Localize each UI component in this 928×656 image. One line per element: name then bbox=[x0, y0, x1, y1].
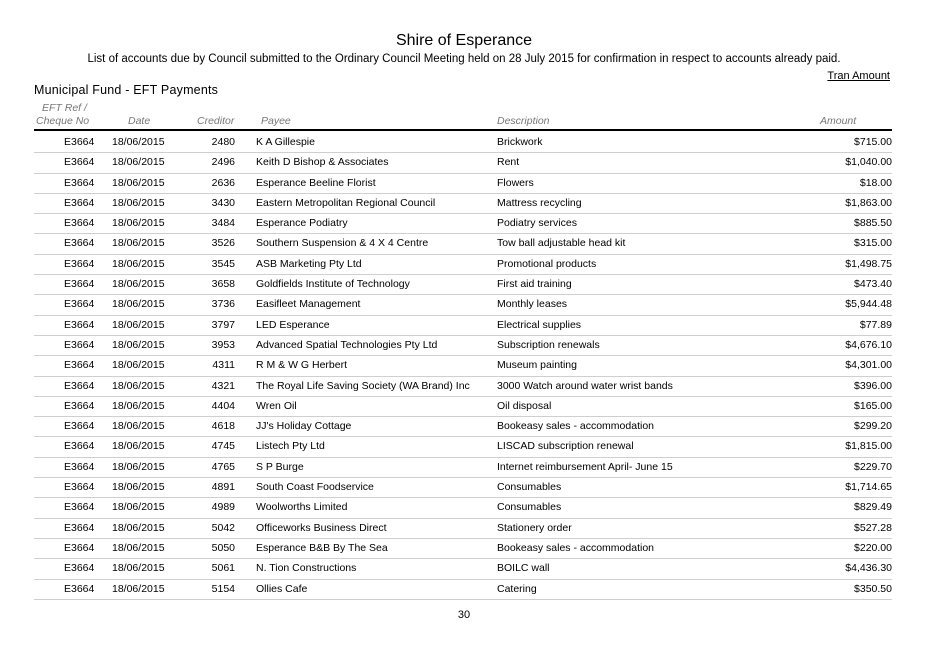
cell-ref: E3664 bbox=[64, 562, 95, 575]
cell-date: 18/06/2015 bbox=[112, 237, 165, 250]
cell-ref: E3664 bbox=[64, 196, 95, 209]
cell-ref: E3664 bbox=[64, 359, 95, 372]
cell-payee: The Royal Life Saving Society (WA Brand) Inc bbox=[256, 379, 470, 392]
cell-ref: E3664 bbox=[64, 217, 95, 230]
cell-ref: E3664 bbox=[64, 278, 95, 291]
cell-payee: K A Gillespie bbox=[256, 136, 315, 148]
cell-amount: $396.00 bbox=[854, 379, 892, 392]
cell-amount: $77.89 bbox=[859, 318, 892, 331]
cell-ref: E3664 bbox=[64, 379, 95, 392]
table-row bbox=[34, 437, 892, 457]
cell-description: Flowers bbox=[497, 176, 534, 189]
cell-creditor: 2636 bbox=[211, 176, 235, 189]
cell-amount: $715.00 bbox=[854, 136, 892, 148]
cell-creditor: 5154 bbox=[211, 582, 235, 595]
table-row bbox=[34, 336, 892, 356]
cell-ref: E3664 bbox=[64, 460, 95, 473]
cell-creditor: 3484 bbox=[211, 217, 235, 230]
cell-date: 18/06/2015 bbox=[112, 501, 165, 514]
column-header-date: Date bbox=[128, 115, 151, 127]
cell-description: Museum painting bbox=[497, 359, 577, 372]
cell-creditor: 4891 bbox=[211, 481, 235, 494]
cell-description: Catering bbox=[497, 582, 537, 595]
cell-creditor: 4311 bbox=[212, 359, 235, 372]
cell-description: Stationery order bbox=[497, 521, 572, 534]
cell-date: 18/06/2015 bbox=[112, 399, 165, 412]
cell-description: Bookeasy sales - accommodation bbox=[497, 420, 654, 433]
cell-date: 18/06/2015 bbox=[112, 318, 165, 331]
cell-payee: Ollies Cafe bbox=[256, 582, 308, 595]
cell-creditor: 2480 bbox=[211, 136, 235, 148]
cell-payee: Advanced Spatial Technologies Pty Ltd bbox=[256, 338, 438, 351]
table-row bbox=[34, 458, 892, 478]
cell-description: Promotional products bbox=[497, 257, 597, 270]
cell-date: 18/06/2015 bbox=[112, 136, 165, 148]
cell-payee: Keith D Bishop & Associates bbox=[256, 156, 389, 169]
cell-payee: Esperance B&B By The Sea bbox=[256, 541, 388, 554]
cell-creditor: 3430 bbox=[211, 196, 235, 209]
cell-description: Mattress recycling bbox=[497, 196, 582, 209]
cell-date: 18/06/2015 bbox=[112, 298, 165, 311]
table-row bbox=[34, 316, 892, 336]
cell-payee: Officeworks Business Direct bbox=[256, 521, 387, 534]
cell-creditor: 5050 bbox=[211, 541, 235, 554]
cell-date: 18/06/2015 bbox=[112, 176, 165, 189]
cell-amount: $1,863.00 bbox=[845, 196, 892, 209]
cell-payee: South Coast Foodservice bbox=[256, 481, 374, 494]
cell-creditor: 4745 bbox=[211, 440, 235, 453]
cell-amount: $18.00 bbox=[859, 176, 892, 189]
cell-ref: E3664 bbox=[64, 501, 95, 514]
cell-description: Electrical supplies bbox=[497, 318, 582, 331]
cell-date: 18/06/2015 bbox=[112, 196, 165, 209]
cell-description: Bookeasy sales - accommodation bbox=[497, 541, 654, 554]
cell-amount: $165.00 bbox=[854, 399, 892, 412]
cell-date: 18/06/2015 bbox=[112, 257, 165, 270]
cell-creditor: 3526 bbox=[211, 237, 235, 250]
cell-date: 18/06/2015 bbox=[112, 338, 165, 351]
cell-description: Oil disposal bbox=[497, 399, 552, 412]
cell-ref: E3664 bbox=[64, 399, 95, 412]
cell-description: Internet reimbursement April- June 15 bbox=[497, 460, 673, 473]
cell-date: 18/06/2015 bbox=[112, 562, 165, 575]
column-header-amount: Amount bbox=[820, 115, 857, 127]
cell-payee: Listech Pty Ltd bbox=[256, 440, 325, 453]
cell-amount: $829.49 bbox=[854, 501, 892, 514]
cell-date: 18/06/2015 bbox=[112, 217, 165, 230]
cell-date: 18/06/2015 bbox=[112, 440, 165, 453]
cell-ref: E3664 bbox=[64, 582, 95, 595]
table-row bbox=[34, 255, 892, 275]
fund-heading: Municipal Fund - EFT Payments bbox=[34, 83, 219, 97]
cell-amount: $527.28 bbox=[854, 521, 892, 534]
table-row bbox=[34, 559, 892, 579]
tran-amount-label: Tran Amount bbox=[827, 70, 890, 82]
cell-date: 18/06/2015 bbox=[112, 359, 165, 372]
payments-table bbox=[34, 133, 892, 600]
cell-payee: LED Esperance bbox=[256, 318, 330, 331]
cell-amount: $229.70 bbox=[854, 460, 892, 473]
table-row bbox=[34, 275, 892, 295]
cell-creditor: 3545 bbox=[211, 257, 235, 270]
cell-payee: JJ's Holiday Cottage bbox=[256, 420, 352, 433]
cell-payee: Eastern Metropolitan Regional Council bbox=[256, 196, 436, 209]
cell-creditor: 3658 bbox=[211, 278, 235, 291]
cell-description: LISCAD subscription renewal bbox=[497, 440, 634, 453]
cell-payee: N. Tion Constructions bbox=[256, 562, 357, 575]
cell-date: 18/06/2015 bbox=[112, 541, 165, 554]
table-row bbox=[34, 295, 892, 315]
cell-amount: $315.00 bbox=[854, 237, 892, 250]
table-row bbox=[34, 498, 892, 518]
cell-amount: $885.50 bbox=[854, 217, 892, 230]
cell-creditor: 4618 bbox=[211, 420, 235, 433]
cell-creditor: 5042 bbox=[211, 521, 235, 534]
cell-ref: E3664 bbox=[64, 318, 95, 331]
cell-amount: $473.40 bbox=[854, 278, 892, 291]
document-title: Shire of Esperance bbox=[395, 32, 533, 49]
column-header-description: Description bbox=[497, 115, 550, 127]
cell-payee: S P Burge bbox=[256, 460, 304, 473]
cell-description: Subscription renewals bbox=[497, 338, 600, 351]
cell-ref: E3664 bbox=[64, 420, 95, 433]
cell-creditor: 3736 bbox=[211, 298, 235, 311]
cell-amount: $220.00 bbox=[854, 541, 892, 554]
column-header-ref-line1: EFT Ref / bbox=[42, 102, 87, 114]
cell-payee: Woolworths Limited bbox=[256, 501, 348, 514]
cell-ref: E3664 bbox=[64, 176, 95, 189]
cell-creditor: 4765 bbox=[211, 460, 235, 473]
cell-amount: $4,676.10 bbox=[845, 338, 892, 351]
table-row bbox=[34, 356, 892, 376]
cell-description: Tow ball adjustable head kit bbox=[497, 237, 626, 250]
cell-amount: $1,714.65 bbox=[845, 481, 892, 494]
cell-date: 18/06/2015 bbox=[112, 156, 165, 169]
cell-creditor: 4989 bbox=[211, 501, 235, 514]
cell-description: Brickwork bbox=[497, 136, 543, 148]
cell-date: 18/06/2015 bbox=[112, 582, 165, 595]
cell-ref: E3664 bbox=[64, 136, 95, 148]
table-row bbox=[34, 214, 892, 234]
table-row bbox=[34, 539, 892, 559]
cell-description: Rent bbox=[497, 156, 520, 169]
cell-date: 18/06/2015 bbox=[112, 420, 165, 433]
cell-ref: E3664 bbox=[64, 541, 95, 554]
column-header-payee: Payee bbox=[261, 115, 291, 127]
table-row bbox=[34, 519, 892, 539]
cell-payee: R M & W G Herbert bbox=[256, 359, 348, 372]
cell-creditor: 4321 bbox=[211, 379, 235, 392]
table-row bbox=[34, 580, 892, 600]
cell-description: BOILC wall bbox=[497, 562, 550, 575]
cell-amount: $299.20 bbox=[854, 420, 892, 433]
cell-date: 18/06/2015 bbox=[112, 521, 165, 534]
cell-amount: $1,040.00 bbox=[845, 156, 892, 169]
cell-payee: ASB Marketing Pty Ltd bbox=[256, 257, 362, 270]
cell-payee: Esperance Podiatry bbox=[256, 217, 348, 230]
cell-creditor: 5061 bbox=[211, 562, 235, 575]
table-row bbox=[34, 377, 892, 397]
cell-payee: Goldfields Institute of Technology bbox=[256, 278, 410, 291]
cell-creditor: 3797 bbox=[211, 318, 235, 331]
cell-amount: $1,498.75 bbox=[845, 257, 892, 270]
cell-payee: Esperance Beeline Florist bbox=[256, 176, 376, 189]
cell-ref: E3664 bbox=[64, 156, 95, 169]
cell-amount: $1,815.00 bbox=[845, 440, 892, 453]
cell-description: First aid training bbox=[497, 278, 572, 291]
table-row bbox=[34, 174, 892, 194]
header-rule bbox=[34, 129, 892, 131]
cell-date: 18/06/2015 bbox=[112, 460, 165, 473]
table-row bbox=[34, 133, 892, 153]
cell-ref: E3664 bbox=[64, 481, 95, 494]
cell-ref: E3664 bbox=[64, 521, 95, 534]
table-row bbox=[34, 153, 892, 173]
cell-creditor: 2496 bbox=[211, 156, 235, 169]
cell-creditor: 3953 bbox=[211, 338, 235, 351]
cell-ref: E3664 bbox=[64, 298, 95, 311]
cell-description: Monthly leases bbox=[497, 298, 568, 311]
table-row bbox=[34, 417, 892, 437]
column-header-creditor: Creditor bbox=[197, 115, 235, 127]
table-row bbox=[34, 194, 892, 214]
column-header-ref-line2: Cheque No bbox=[36, 115, 90, 127]
cell-ref: E3664 bbox=[64, 338, 95, 351]
table-row bbox=[34, 234, 892, 254]
cell-date: 18/06/2015 bbox=[112, 278, 165, 291]
cell-date: 18/06/2015 bbox=[112, 379, 165, 392]
cell-ref: E3664 bbox=[64, 440, 95, 453]
cell-payee: Easifleet Management bbox=[256, 298, 361, 311]
cell-payee: Wren Oil bbox=[256, 399, 297, 412]
cell-description: Consumables bbox=[497, 481, 562, 494]
cell-ref: E3664 bbox=[64, 257, 95, 270]
page-number: 30 bbox=[457, 609, 471, 621]
cell-description: Consumables bbox=[497, 501, 562, 514]
cell-payee: Southern Suspension & 4 X 4 Centre bbox=[256, 237, 429, 250]
cell-date: 18/06/2015 bbox=[112, 481, 165, 494]
document-subtitle: List of accounts due by Council submitted to the Ordinary Council Meeting held on 28 July 2015 for confirmation in respect to accounts already paid. bbox=[87, 53, 841, 65]
cell-amount: $5,944.48 bbox=[845, 298, 892, 311]
cell-amount: $4,436.30 bbox=[845, 562, 892, 575]
cell-description: 3000 Watch around water wrist bands bbox=[497, 379, 673, 392]
cell-amount: $4,301.00 bbox=[845, 359, 892, 372]
table-row bbox=[34, 397, 892, 417]
cell-amount: $350.50 bbox=[854, 582, 892, 595]
table-row bbox=[34, 478, 892, 498]
cell-creditor: 4404 bbox=[211, 399, 235, 412]
cell-ref: E3664 bbox=[64, 237, 95, 250]
cell-description: Podiatry services bbox=[497, 217, 577, 230]
